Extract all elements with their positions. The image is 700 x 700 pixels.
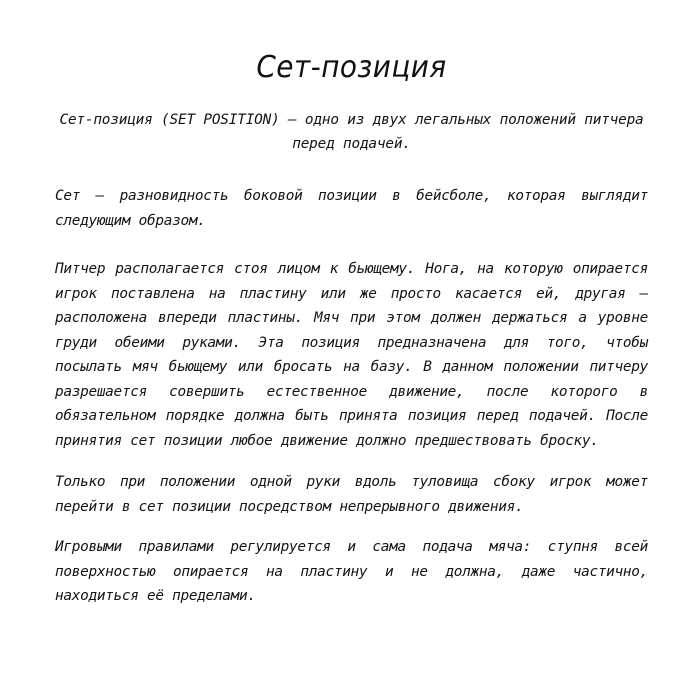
lead-paragraph: Сет-позиция (SET POSITION) — одно из двух легальных положений питчера перед подачей. <box>59 112 644 152</box>
article <box>55 48 648 609</box>
paragraph-definition: Сет — разновидность боковой позиции в бейсболе, которая выглядит следующим образом. <box>55 188 648 229</box>
paragraph-delivery-rules: Игровыми правилами регулируется и сама подача мяча: ступня всей поверхностью опирается на пластину и не должна, даже частично, находиться её пределами. <box>55 539 648 604</box>
paragraph-description: Питчер располагается стоя лицом к бьющему. Нога, на которую опирается игрок поставлена на пластину или же просто касается ей, другая — расположена впереди пластины. Мяч при этом должен держаться а уровне груди обеими руками. Эта позиция предназначена для того, чтобы посылать мяч бьющему или бросать на базу. В данном положении питчеру разрешается совершить естественное движение, после которого в обязательном порядке должна быть принята позиция перед подачей. После принятия сет позиции любое движение должно предшествовать броску. <box>55 261 648 449</box>
paragraph-transition: Только при положении одной руки вдоль туловища сбоку игрок может перейти в сет позиции посредством непрерывного движения. <box>55 474 648 515</box>
page-title: Сет-позиция <box>256 50 447 85</box>
